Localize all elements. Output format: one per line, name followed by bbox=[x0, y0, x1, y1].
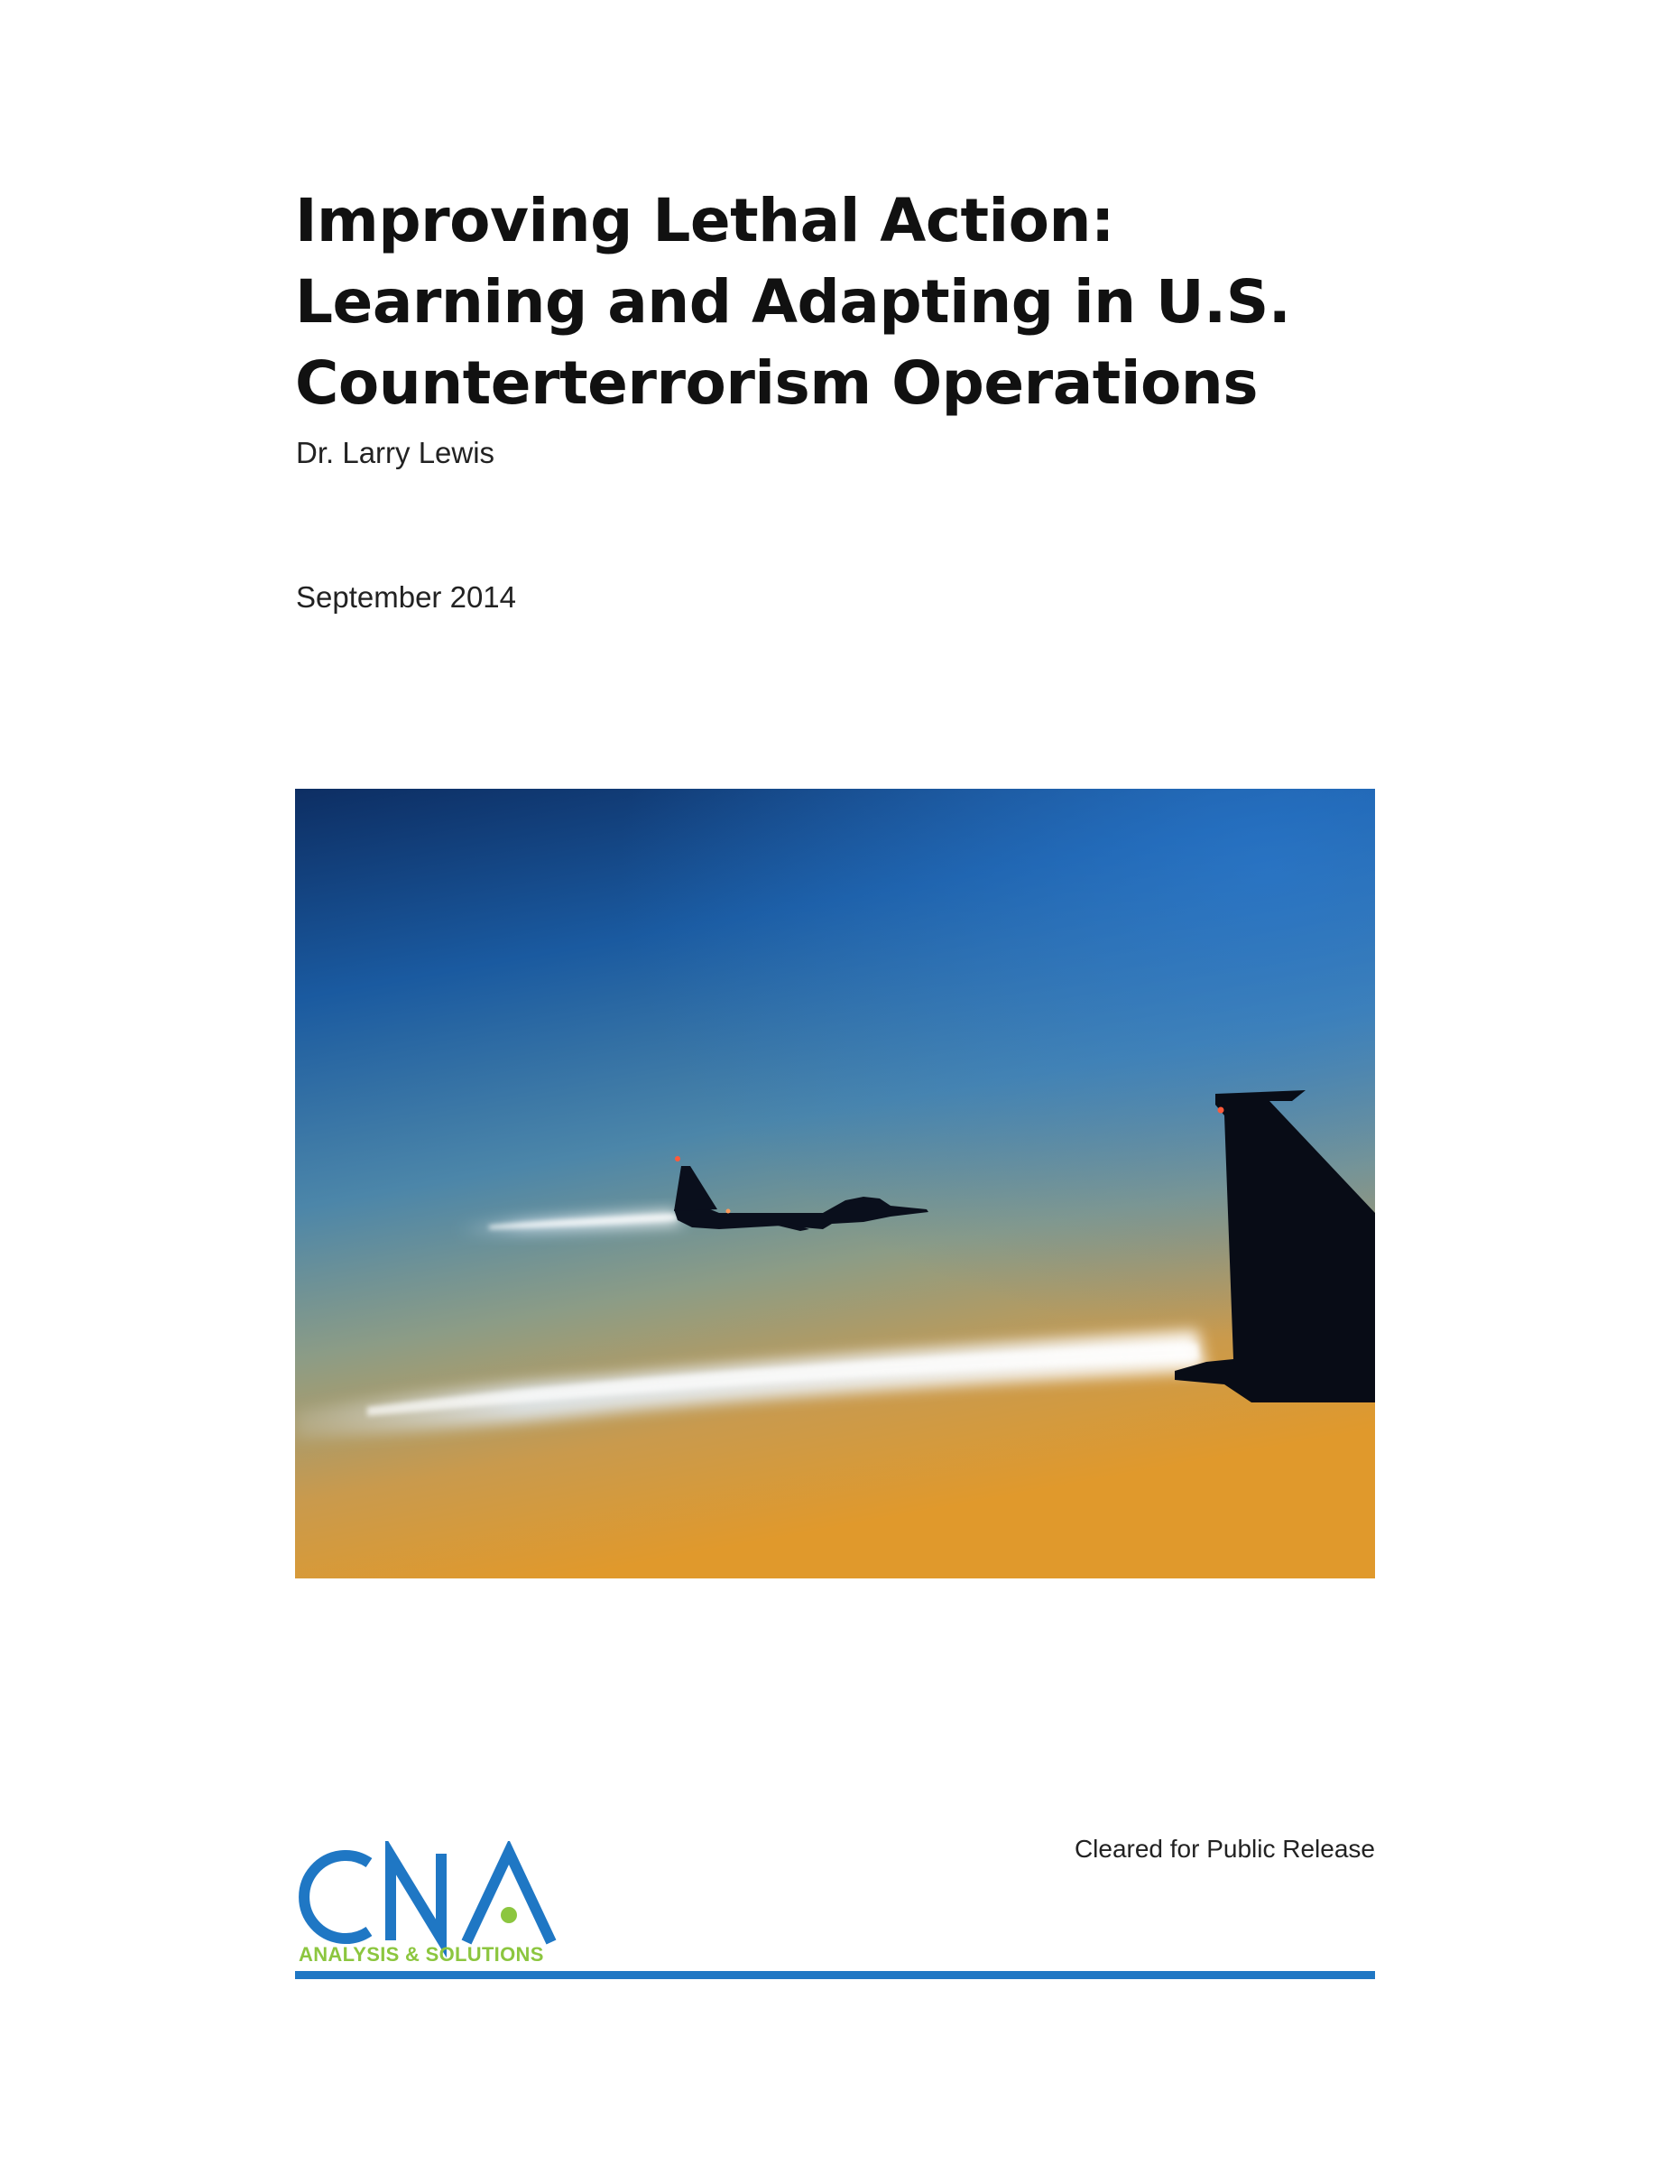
release-notice: Cleared for Public Release bbox=[1074, 1835, 1375, 1863]
title-line-2: Learning and Adapting in U.S. bbox=[295, 267, 1291, 337]
footer-rule bbox=[295, 1971, 1375, 1979]
title-line-1: Improving Lethal Action: bbox=[295, 186, 1114, 255]
publication-date: September 2014 bbox=[296, 580, 517, 614]
logo-tagline: ANALYSIS & SOLUTIONS bbox=[299, 1943, 544, 1966]
title-block bbox=[295, 180, 1468, 424]
author-name: Dr. Larry Lewis bbox=[296, 436, 495, 469]
title-line-3: Counterterrorism Operations bbox=[295, 348, 1259, 418]
document-title bbox=[295, 180, 1468, 424]
cover-photo bbox=[295, 789, 1375, 1578]
